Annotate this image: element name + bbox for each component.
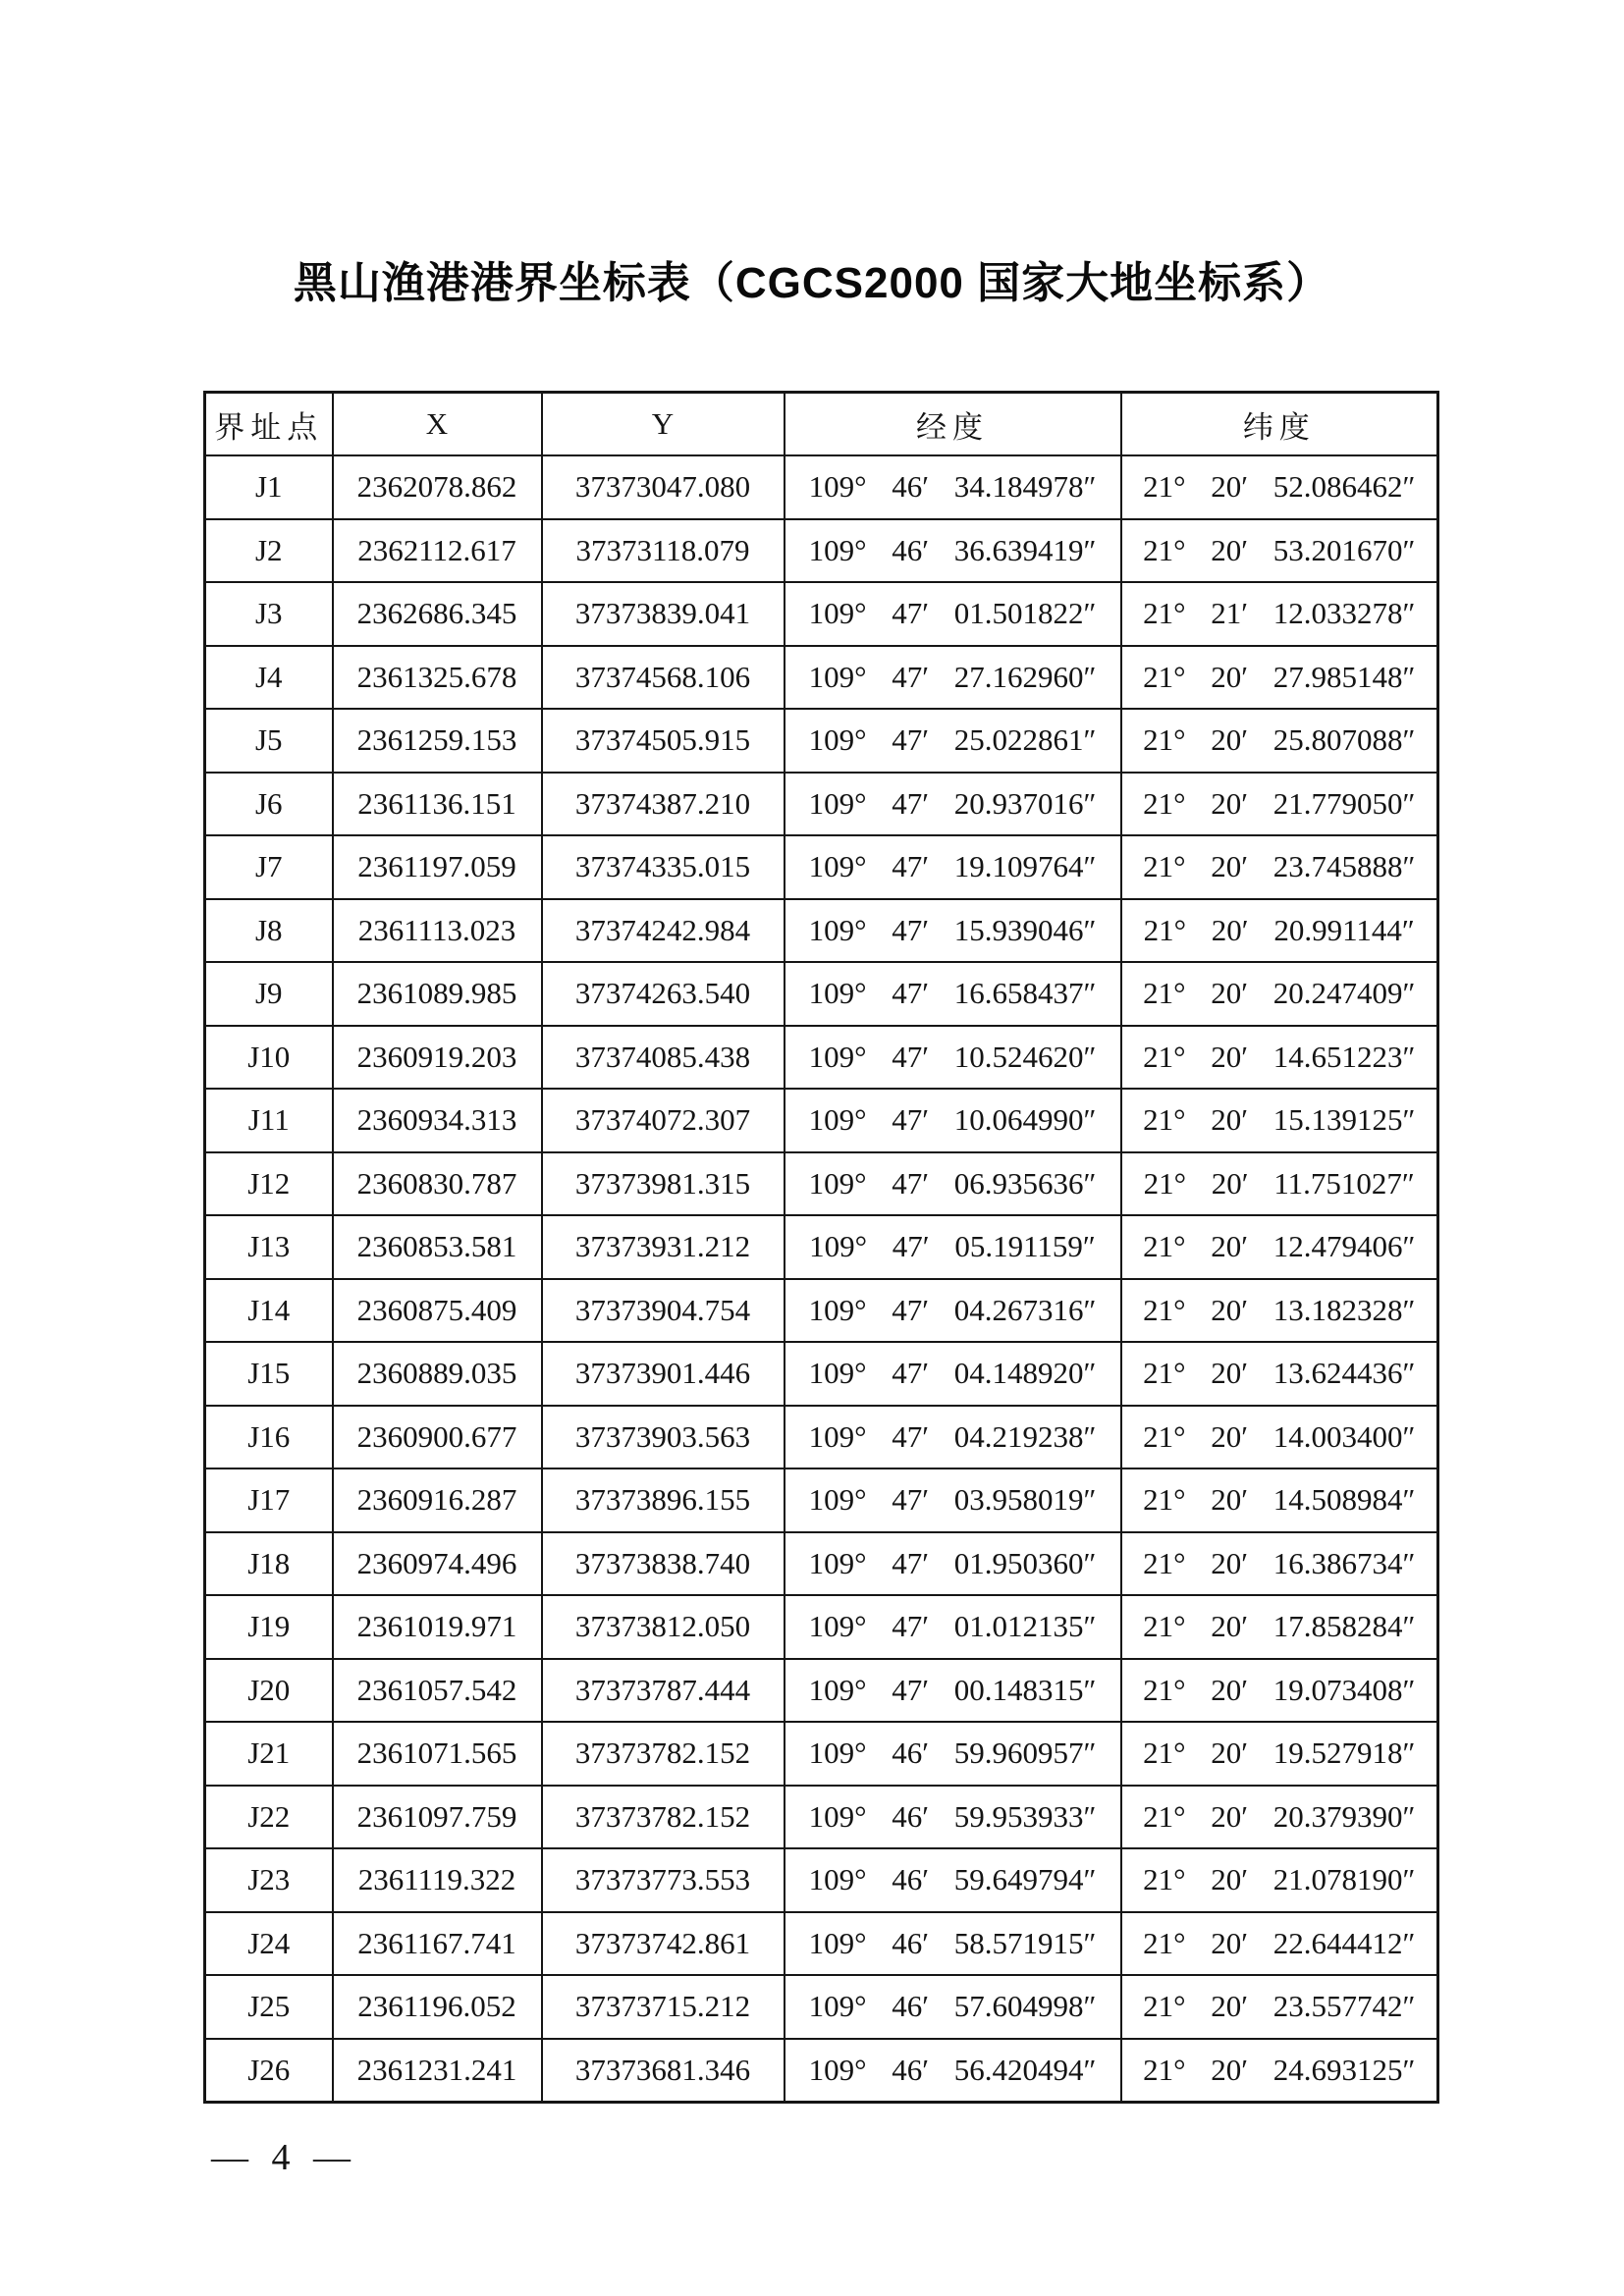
cell-point-id: J24 xyxy=(205,1912,333,1976)
table-row xyxy=(205,1722,1438,1786)
table-row xyxy=(205,1279,1438,1343)
cell-latitude: 21° 20′ 21.078190″ xyxy=(1121,1848,1438,1912)
cell-point-id: J25 xyxy=(205,1975,333,2039)
cell-point-id: J7 xyxy=(205,835,333,899)
cell-longitude: 109° 47′ 04.148920″ xyxy=(785,1342,1121,1406)
cell-x: 2360875.409 xyxy=(333,1279,542,1343)
table-row xyxy=(205,962,1438,1026)
cell-x: 2361197.059 xyxy=(333,835,542,899)
cell-x: 2361089.985 xyxy=(333,962,542,1026)
table-row xyxy=(205,1215,1438,1279)
cell-latitude: 21° 20′ 19.527918″ xyxy=(1121,1722,1438,1786)
cell-point-id: J2 xyxy=(205,519,333,583)
cell-latitude: 21° 20′ 15.139125″ xyxy=(1121,1089,1438,1152)
cell-latitude: 21° 20′ 13.182328″ xyxy=(1121,1279,1438,1343)
coordinate-table xyxy=(203,391,1439,2104)
table-row xyxy=(205,1912,1438,1976)
cell-x: 2361136.151 xyxy=(333,773,542,836)
cell-y: 37374072.307 xyxy=(542,1089,785,1152)
cell-x: 2360934.313 xyxy=(333,1089,542,1152)
cell-longitude: 109° 47′ 01.501822″ xyxy=(785,582,1121,646)
cell-latitude: 21° 20′ 12.479406″ xyxy=(1121,1215,1438,1279)
table-row xyxy=(205,582,1438,646)
table-row xyxy=(205,899,1438,963)
cell-y: 37373901.446 xyxy=(542,1342,785,1406)
page-title: 黑山渔港港界坐标表（CGCS2000 国家大地坐标系） xyxy=(293,259,1331,307)
cell-y: 37374568.106 xyxy=(542,646,785,710)
cell-longitude: 109° 47′ 05.191159″ xyxy=(785,1215,1121,1279)
table-row xyxy=(205,1468,1438,1532)
table-row xyxy=(205,2039,1438,2103)
table-row xyxy=(205,1595,1438,1659)
cell-point-id: J4 xyxy=(205,646,333,710)
cell-x: 2361057.542 xyxy=(333,1659,542,1723)
cell-latitude: 21° 20′ 25.807088″ xyxy=(1121,709,1438,773)
cell-latitude: 21° 20′ 52.086462″ xyxy=(1121,455,1438,519)
cell-y: 37373715.212 xyxy=(542,1975,785,2039)
cell-y: 37374263.540 xyxy=(542,962,785,1026)
cell-point-id: J12 xyxy=(205,1152,333,1216)
table-row xyxy=(205,1532,1438,1596)
cell-y: 37374505.915 xyxy=(542,709,785,773)
cell-point-id: J18 xyxy=(205,1532,333,1596)
cell-y: 37373782.152 xyxy=(542,1786,785,1849)
column-header-point: 界址点 xyxy=(205,393,333,456)
cell-y: 37373787.444 xyxy=(542,1659,785,1723)
cell-longitude: 109° 47′ 03.958019″ xyxy=(785,1468,1121,1532)
cell-x: 2361097.759 xyxy=(333,1786,542,1849)
cell-longitude: 109° 47′ 10.064990″ xyxy=(785,1089,1121,1152)
cell-point-id: J9 xyxy=(205,962,333,1026)
cell-y: 37373681.346 xyxy=(542,2039,785,2103)
cell-x: 2361231.241 xyxy=(333,2039,542,2103)
table-row xyxy=(205,1342,1438,1406)
cell-x: 2360916.287 xyxy=(333,1468,542,1532)
cell-longitude: 109° 46′ 34.184978″ xyxy=(785,455,1121,519)
cell-latitude: 21° 20′ 11.751027″ xyxy=(1121,1152,1438,1216)
cell-longitude: 109° 47′ 15.939046″ xyxy=(785,899,1121,963)
cell-longitude: 109° 46′ 56.420494″ xyxy=(785,2039,1121,2103)
cell-longitude: 109° 47′ 04.219238″ xyxy=(785,1406,1121,1469)
cell-longitude: 109° 47′ 25.022861″ xyxy=(785,709,1121,773)
cell-latitude: 21° 20′ 23.745888″ xyxy=(1121,835,1438,899)
cell-latitude: 21° 20′ 23.557742″ xyxy=(1121,1975,1438,2039)
cell-point-id: J1 xyxy=(205,455,333,519)
cell-longitude: 109° 47′ 01.950360″ xyxy=(785,1532,1121,1596)
cell-latitude: 21° 20′ 20.247409″ xyxy=(1121,962,1438,1026)
cell-latitude: 21° 20′ 53.201670″ xyxy=(1121,519,1438,583)
cell-y: 37373773.553 xyxy=(542,1848,785,1912)
cell-longitude: 109° 46′ 59.649794″ xyxy=(785,1848,1121,1912)
cell-longitude: 109° 47′ 00.148315″ xyxy=(785,1659,1121,1723)
column-header-latitude: 纬度 xyxy=(1121,393,1438,456)
cell-longitude: 109° 46′ 59.960957″ xyxy=(785,1722,1121,1786)
cell-longitude: 109° 47′ 16.658437″ xyxy=(785,962,1121,1026)
cell-y: 37373782.152 xyxy=(542,1722,785,1786)
cell-point-id: J19 xyxy=(205,1595,333,1659)
cell-x: 2361196.052 xyxy=(333,1975,542,2039)
table-row xyxy=(205,455,1438,519)
cell-point-id: J23 xyxy=(205,1848,333,1912)
table-row xyxy=(205,1786,1438,1849)
cell-x: 2360830.787 xyxy=(333,1152,542,1216)
cell-x: 2361119.322 xyxy=(333,1848,542,1912)
cell-x: 2361113.023 xyxy=(333,899,542,963)
cell-y: 37373903.563 xyxy=(542,1406,785,1469)
cell-point-id: J26 xyxy=(205,2039,333,2103)
cell-y: 37373812.050 xyxy=(542,1595,785,1659)
cell-y: 37373896.155 xyxy=(542,1468,785,1532)
cell-latitude: 21° 20′ 20.991144″ xyxy=(1121,899,1438,963)
cell-latitude: 21° 20′ 20.379390″ xyxy=(1121,1786,1438,1849)
cell-longitude: 109° 47′ 01.012135″ xyxy=(785,1595,1121,1659)
cell-x: 2360900.677 xyxy=(333,1406,542,1469)
cell-x: 2362112.617 xyxy=(333,519,542,583)
cell-latitude: 21° 20′ 14.651223″ xyxy=(1121,1026,1438,1090)
column-header-x: X xyxy=(333,393,542,456)
cell-longitude: 109° 47′ 27.162960″ xyxy=(785,646,1121,710)
cell-longitude: 109° 47′ 10.524620″ xyxy=(785,1026,1121,1090)
table-row xyxy=(205,1406,1438,1469)
table-row xyxy=(205,1659,1438,1723)
cell-point-id: J5 xyxy=(205,709,333,773)
cell-point-id: J11 xyxy=(205,1089,333,1152)
cell-latitude: 21° 20′ 13.624436″ xyxy=(1121,1342,1438,1406)
table-row xyxy=(205,1152,1438,1216)
cell-y: 37374085.438 xyxy=(542,1026,785,1090)
table-row xyxy=(205,1026,1438,1090)
table-row xyxy=(205,1089,1438,1152)
cell-longitude: 109° 47′ 20.937016″ xyxy=(785,773,1121,836)
column-header-longitude: 经度 xyxy=(785,393,1121,456)
cell-latitude: 21° 20′ 14.508984″ xyxy=(1121,1468,1438,1532)
cell-y: 37373118.079 xyxy=(542,519,785,583)
cell-y: 37373981.315 xyxy=(542,1152,785,1216)
cell-latitude: 21° 20′ 14.003400″ xyxy=(1121,1406,1438,1469)
cell-latitude: 21° 20′ 21.779050″ xyxy=(1121,773,1438,836)
cell-x: 2362686.345 xyxy=(333,582,542,646)
cell-x: 2361019.971 xyxy=(333,1595,542,1659)
column-header-y: Y xyxy=(542,393,785,456)
cell-x: 2362078.862 xyxy=(333,455,542,519)
cell-x: 2361259.153 xyxy=(333,709,542,773)
cell-longitude: 109° 46′ 36.639419″ xyxy=(785,519,1121,583)
cell-longitude: 109° 47′ 06.935636″ xyxy=(785,1152,1121,1216)
cell-point-id: J21 xyxy=(205,1722,333,1786)
cell-x: 2360889.035 xyxy=(333,1342,542,1406)
page-number: — 4 — xyxy=(211,2137,354,2178)
cell-x: 2360853.581 xyxy=(333,1215,542,1279)
cell-y: 37373047.080 xyxy=(542,455,785,519)
table-row xyxy=(205,709,1438,773)
table-row xyxy=(205,519,1438,583)
table-row xyxy=(205,1975,1438,2039)
cell-longitude: 109° 47′ 04.267316″ xyxy=(785,1279,1121,1343)
cell-point-id: J20 xyxy=(205,1659,333,1723)
cell-x: 2360919.203 xyxy=(333,1026,542,1090)
cell-point-id: J14 xyxy=(205,1279,333,1343)
cell-latitude: 21° 20′ 22.644412″ xyxy=(1121,1912,1438,1976)
cell-latitude: 21° 21′ 12.033278″ xyxy=(1121,582,1438,646)
cell-x: 2361325.678 xyxy=(333,646,542,710)
table-header-row xyxy=(205,393,1438,456)
cell-point-id: J8 xyxy=(205,899,333,963)
cell-longitude: 109° 47′ 19.109764″ xyxy=(785,835,1121,899)
cell-y: 37373838.740 xyxy=(542,1532,785,1596)
cell-latitude: 21° 20′ 17.858284″ xyxy=(1121,1595,1438,1659)
cell-point-id: J10 xyxy=(205,1026,333,1090)
cell-point-id: J16 xyxy=(205,1406,333,1469)
cell-latitude: 21° 20′ 19.073408″ xyxy=(1121,1659,1438,1723)
cell-point-id: J6 xyxy=(205,773,333,836)
cell-longitude: 109° 46′ 59.953933″ xyxy=(785,1786,1121,1849)
cell-y: 37373904.754 xyxy=(542,1279,785,1343)
cell-x: 2361167.741 xyxy=(333,1912,542,1976)
cell-point-id: J22 xyxy=(205,1786,333,1849)
cell-point-id: J3 xyxy=(205,582,333,646)
cell-y: 37374387.210 xyxy=(542,773,785,836)
cell-y: 37373931.212 xyxy=(542,1215,785,1279)
cell-point-id: J13 xyxy=(205,1215,333,1279)
cell-x: 2360974.496 xyxy=(333,1532,542,1596)
cell-y: 37373742.861 xyxy=(542,1912,785,1976)
table-row xyxy=(205,1848,1438,1912)
cell-y: 37374335.015 xyxy=(542,835,785,899)
cell-y: 37374242.984 xyxy=(542,899,785,963)
cell-point-id: J17 xyxy=(205,1468,333,1532)
cell-x: 2361071.565 xyxy=(333,1722,542,1786)
table-row xyxy=(205,773,1438,836)
cell-latitude: 21° 20′ 16.386734″ xyxy=(1121,1532,1438,1596)
cell-y: 37373839.041 xyxy=(542,582,785,646)
cell-longitude: 109° 46′ 58.571915″ xyxy=(785,1912,1121,1976)
table-row xyxy=(205,835,1438,899)
table-row xyxy=(205,646,1438,710)
cell-longitude: 109° 46′ 57.604998″ xyxy=(785,1975,1121,2039)
cell-latitude: 21° 20′ 27.985148″ xyxy=(1121,646,1438,710)
cell-point-id: J15 xyxy=(205,1342,333,1406)
cell-latitude: 21° 20′ 24.693125″ xyxy=(1121,2039,1438,2103)
